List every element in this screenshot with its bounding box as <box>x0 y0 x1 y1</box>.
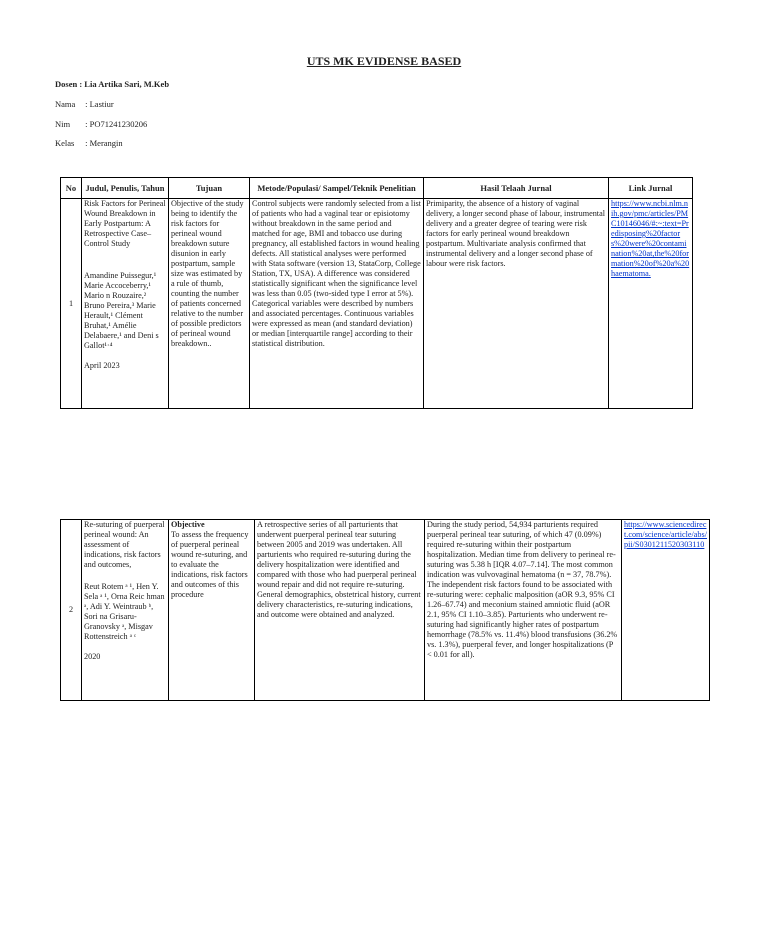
journal-link[interactable]: https://www.ncbi.nlm.nih.gov/pmc/articles/PMC10146046/#:~:text=Predisposing%20factors%20were%20contamination%20at,the%20formation%20of%20a%20haematoma. <box>611 199 690 278</box>
col-tujuan: Tujuan <box>169 178 250 199</box>
tujuan-cell: Objective of the study being to identify the risk factors for perineal wound breakdown suture disunion in early postpartum, sample size was estimated by a rule of thumb, counting the number of patients concerned relative to the number of possible predictors of perineal wound breakdown.. <box>169 199 250 409</box>
metode-cell: Control subjects were randomly selected from a list of patients who had a vaginal tear or episiotomy without breakdown in the same period and matched for age, BMI and tobacco use during pregnancy, all established factors in wound healing defects. All statistical analyses were performed with Stata software (version 13, StataCorp, College Station, TX, USA). A difference was considered statistically significant when the significance level was less than 0.05 (two-sided type I error at 5%). Categorical variables were described by numbers and associated percentages. Continuous variables were expressed as mean (and standard deviation) or median [interquartile range] according to their statistical distribution. <box>250 199 424 409</box>
objective-text: To assess the frequency of puerperal perineal wound re-suturing, and to evaluate the indications, risk factors and outcomes of this procedure <box>171 530 249 599</box>
nim-value: : PO71241230206 <box>85 119 148 129</box>
col-judul: Judul, Penulis, Tahun <box>82 178 169 199</box>
kelas-value: : Merangin <box>85 138 123 148</box>
table-row <box>61 199 693 409</box>
journal-year: 2020 <box>84 652 101 661</box>
nim-line <box>55 119 147 129</box>
table-header-row <box>61 178 693 199</box>
judul-cell <box>82 199 169 409</box>
journal-table-2 <box>60 519 710 701</box>
link-cell <box>609 199 693 409</box>
journal-title: Re-suturing of puerperal perineal wound: An assessment of indications, risk factors and outcomes, <box>84 520 165 569</box>
nim-label: Nim <box>55 119 71 129</box>
hasil-cell: Primiparity, the absence of a history of vaginal delivery, a longer second phase of labour, instrumental delivery and a greater degree of tearing were risk factors for early perineal wound breakdown postpartum. Multivariate analysis confirmed that instrumental delivery and a longer second phase of labour were risk factors. <box>424 199 609 409</box>
table-row <box>61 520 710 701</box>
journal-authors: Reut Rotem ᵃ ¹, Hen Y. Sela ᵃ ¹, Orna Reic hman ᵃ, Adi Y. Weintraub ᵇ, Sori na Grisaru-Granovsky ᵃ, Misgav Rottenstreich ᵃ ᶜ <box>84 582 165 641</box>
dosen-label: Dosen <box>55 79 78 89</box>
kelas-line <box>55 138 123 148</box>
dosen-value: : Lia Artika Sari, M.Keb <box>79 79 170 89</box>
journal-year: April 2023 <box>84 361 120 370</box>
col-no: No <box>61 178 82 199</box>
nama-value: : Lastiur <box>85 99 114 109</box>
journal-title: Risk Factors for Perineal Wound Breakdown in Early Postpartum: A Retrospective Case–Control Study <box>84 199 166 248</box>
row-no: 1 <box>61 199 82 409</box>
col-metode: Metode/Populasi/ Sampel/Teknik Penelitian <box>250 178 424 199</box>
judul-cell <box>82 520 169 701</box>
journal-link[interactable]: https://www.sciencedirect.com/science/article/abs/pii/S0301211520303110 <box>624 520 707 549</box>
journal-table-1 <box>60 177 693 409</box>
objective-heading: Objective <box>171 520 205 529</box>
link-cell <box>622 520 710 701</box>
hasil-cell: During the study period, 54,934 parturients required puerperal perineal tear suturing, of which 47 (0.09%) required re-suturing within their postpartum hospitalization. Median time from delivery to perineal re-suturing was 5.38 h [IQR 4.07–7.14]. The most common indication was vulvovaginal hematoma (n = 37, 78.7%). The independent risk factors found to be associated with re-suturing were: cephalic malposition (aOR 9.3, 95% CI 1.26–67.74) and meconium stained amniotic fluid (aOR 2.1, 95% CI 1.10–3.85). Parturients who underwent re-suturing had significantly higher rates of postpartum hemorrhage (78.5% vs. 11.4%) blood transfusions (36.2% vs. 1.3%), puerperal fever, and longer hospitalizations (P < 0.01 for all). <box>425 520 622 701</box>
nama-label: Nama <box>55 99 76 109</box>
tujuan-cell <box>169 520 255 701</box>
dosen-line <box>55 79 169 89</box>
col-hasil: Hasil Telaah Jurnal <box>424 178 609 199</box>
page-title: UTS MK EVIDENSE BASED <box>306 54 462 68</box>
kelas-label: Kelas <box>55 138 75 148</box>
nama-line <box>55 99 114 109</box>
row-no: 2 <box>61 520 82 701</box>
journal-authors: Amandine Puissegur,¹ Marie Accoceberry,¹ Mario n Rouzaire,² Bruno Pereira,³ Marie Herault,¹ Clément Bruhat,¹ Amélie Delabaere,¹ and Deni s Gallot¹·⁴ <box>84 271 159 350</box>
metode-cell: A retrospective series of all parturients that underwent puerperal perineal tear suturing between 2005 and 2019 was undertaken. All parturients who required re-suturing during the delivery hospitalization were identified and compared with those who had puerperal perineal wound repair and did not require re-suturing. General demographics, obstetrical history, current delivery characteristics, re-suturing indications, and outcome were obtained and analyzed. <box>255 520 425 701</box>
col-link: Link Jurnal <box>609 178 693 199</box>
